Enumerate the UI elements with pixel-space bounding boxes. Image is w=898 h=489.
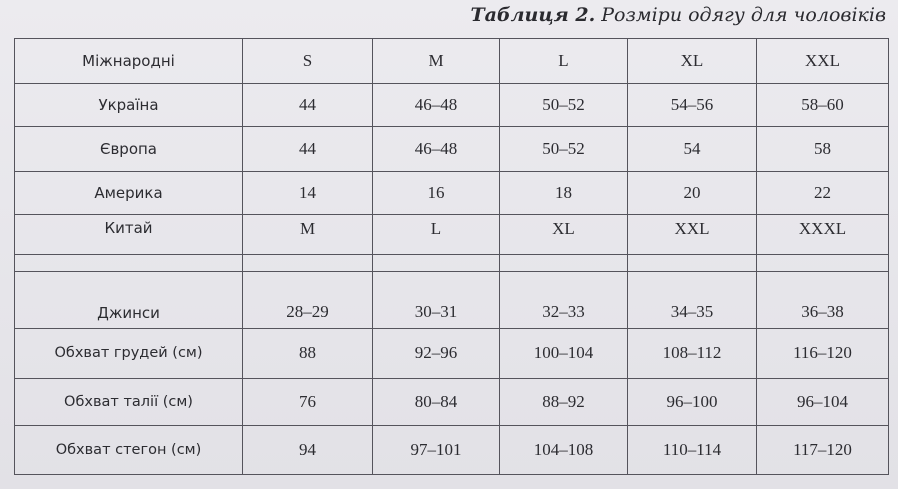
table-cell: 20 <box>628 172 757 215</box>
table-cell: 34–35 <box>628 272 757 328</box>
table-cell <box>243 255 373 272</box>
table-cell: 58 <box>757 127 889 172</box>
table-cell: XXL <box>757 39 889 84</box>
table-cell: 92–96 <box>373 328 500 378</box>
row-america <box>15 172 889 215</box>
table-cell: 50–52 <box>500 84 628 127</box>
table-cell: 117–120 <box>757 425 889 474</box>
size-table <box>14 38 889 475</box>
row-spacer <box>15 255 889 272</box>
table-cell: 97–101 <box>373 425 500 474</box>
table-cell: 50–52 <box>500 127 628 172</box>
table-cell: 108–112 <box>628 328 757 378</box>
row-jeans <box>15 272 889 328</box>
table-cell: 44 <box>243 84 373 127</box>
table-cell: L <box>500 39 628 84</box>
row-ukraine <box>15 84 889 127</box>
table-cell: 76 <box>243 378 373 425</box>
table-caption <box>470 4 886 26</box>
table-cell: M <box>373 39 500 84</box>
table-cell: 44 <box>243 127 373 172</box>
table-cell: 16 <box>373 172 500 215</box>
row-europe <box>15 127 889 172</box>
table-cell <box>628 255 757 272</box>
table-cell: 46–48 <box>373 84 500 127</box>
table-cell: M <box>243 215 373 255</box>
table-cell: 18 <box>500 172 628 215</box>
table-cell <box>373 255 500 272</box>
row-label: Америка <box>15 172 243 215</box>
row-label: Європа <box>15 127 243 172</box>
table-cell: 54 <box>628 127 757 172</box>
table-cell: XXXL <box>757 215 889 255</box>
table-cell: XL <box>500 215 628 255</box>
table-cell: 96–104 <box>757 378 889 425</box>
row-international <box>15 39 889 84</box>
table-cell: XL <box>628 39 757 84</box>
table-cell: XXL <box>628 215 757 255</box>
table-cell: S <box>243 39 373 84</box>
table-cell: 46–48 <box>373 127 500 172</box>
table-cell: 14 <box>243 172 373 215</box>
row-label: Обхват талії (см) <box>15 378 243 425</box>
row-label: Міжнародні <box>15 39 243 84</box>
table-cell: L <box>373 215 500 255</box>
table-cell: 32–33 <box>500 272 628 328</box>
row-label: Джинси <box>15 272 243 328</box>
caption-label: Таблиця 2. <box>470 4 596 26</box>
table-cell: 88–92 <box>500 378 628 425</box>
row-chest <box>15 328 889 378</box>
caption-text: Розміри одягу для чоловіків <box>601 4 886 26</box>
row-china <box>15 215 889 255</box>
table-cell: 54–56 <box>628 84 757 127</box>
table-cell: 58–60 <box>757 84 889 127</box>
table-cell: 28–29 <box>243 272 373 328</box>
row-waist <box>15 378 889 425</box>
row-label: Україна <box>15 84 243 127</box>
table-cell: 110–114 <box>628 425 757 474</box>
table-cell: 88 <box>243 328 373 378</box>
table-cell: 94 <box>243 425 373 474</box>
table-cell: 116–120 <box>757 328 889 378</box>
row-label: Китай <box>15 215 243 255</box>
table-cell <box>500 255 628 272</box>
row-label <box>15 255 243 272</box>
row-hips <box>15 425 889 474</box>
table-cell: 36–38 <box>757 272 889 328</box>
row-label: Обхват стегон (см) <box>15 425 243 474</box>
table-cell: 22 <box>757 172 889 215</box>
table-cell: 100–104 <box>500 328 628 378</box>
table-cell: 30–31 <box>373 272 500 328</box>
row-label: Обхват грудей (см) <box>15 328 243 378</box>
table-cell <box>757 255 889 272</box>
table-cell: 96–100 <box>628 378 757 425</box>
table-cell: 80–84 <box>373 378 500 425</box>
table-cell: 104–108 <box>500 425 628 474</box>
